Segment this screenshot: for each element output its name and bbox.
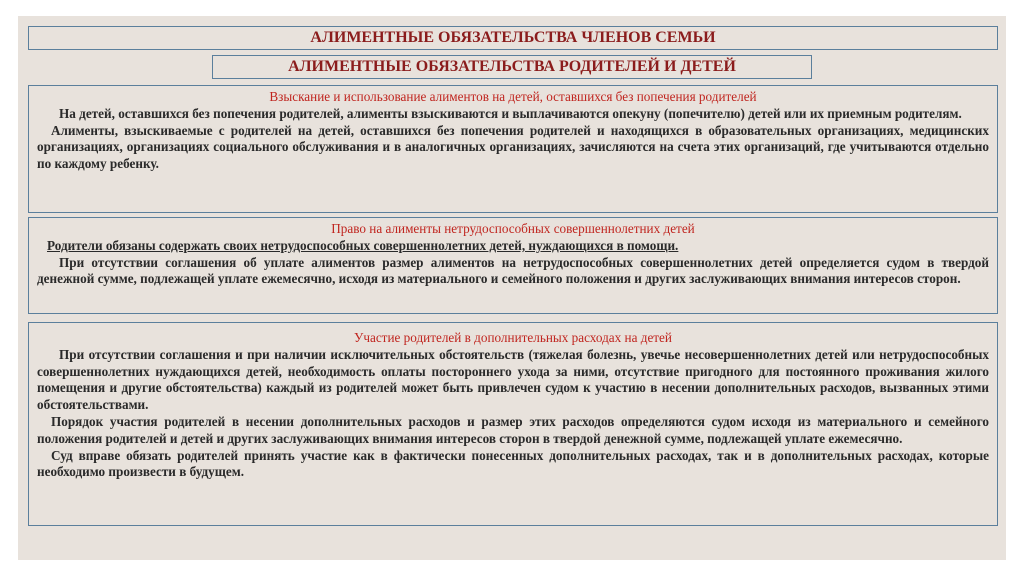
paragraph: Алименты, взыскиваемые с родителей на детей, оставшихся без попечения родителей и находящихся в образовательных организациях, медицинских организациях, организациях социального обслуживания и в аналогичных организациях, зачисляются на счета этих организаций, где учитываются отдельно по каждому ребенку. [37,122,989,172]
section-heading: Право на алименты нетрудоспособных совершеннолетних детей [331,221,695,236]
paragraph: При отсутствии соглашения и при наличии исключительных обстоятельств (тяжелая болезнь, увечье несовершеннолетних детей или нетрудоспособных совершеннолетних нуждающихся детей, необходимость оплаты постороннего ухода за ними, отсутствие пригодного для постоянного проживания жилого помещения и другие обстоятельства) каждый из родителей может быть привлечен судом к участию в несении дополнительных расходов, вызванных этими обстоятельствами. [37,346,989,413]
sub-title: АЛИМЕНТНЫЕ ОБЯЗАТЕЛЬСТВА РОДИТЕЛЕЙ И ДЕТЕЙ [212,55,812,79]
section-heading: Взыскание и использование алиментов на детей, оставшихся без попечения родителей [269,89,757,104]
section-child-support-without-parental-care [28,85,998,213]
paragraph: При отсутствии соглашения об уплате алиментов размер алиментов на нетрудоспособных совершеннолетних детей определяется судом в твердой денежной сумме, подлежащей уплате ежемесячно, исходя из материального и семейного положения и других заслуживающих внимания интересов сторон. [37,254,989,287]
paragraph: Родители обязаны содержать своих нетрудоспособных совершеннолетних детей, нуждающихся в помощи. [47,237,679,253]
section-adult-disabled-children [28,217,998,314]
paragraph: На детей, оставшихся без попечения родителей, алименты взыскиваются и выплачиваются опекуну (попечителю) детей или их приемным родителям. [59,105,962,121]
paragraph: Порядок участия родителей в несении дополнительных расходов и размер этих расходов определяются судом исходя из материального и семейного положения родителей и детей и других заслуживающих внимания интересов сторон в твердой денежной сумме, подлежащей уплате ежемесячно. [37,413,989,446]
section-heading: Участие родителей в дополнительных расходах на детей [354,330,672,345]
main-title: АЛИМЕНТНЫЕ ОБЯЗАТЕЛЬСТВА ЧЛЕНОВ СЕМЬИ [28,26,998,50]
paragraph: Суд вправе обязать родителей принять участие как в фактически понесенных дополнительных расходах, так и в дополнительных расходах, которые необходимо произвести в будущем. [37,447,989,480]
section-additional-expenses [28,322,998,526]
slide [18,16,1006,560]
